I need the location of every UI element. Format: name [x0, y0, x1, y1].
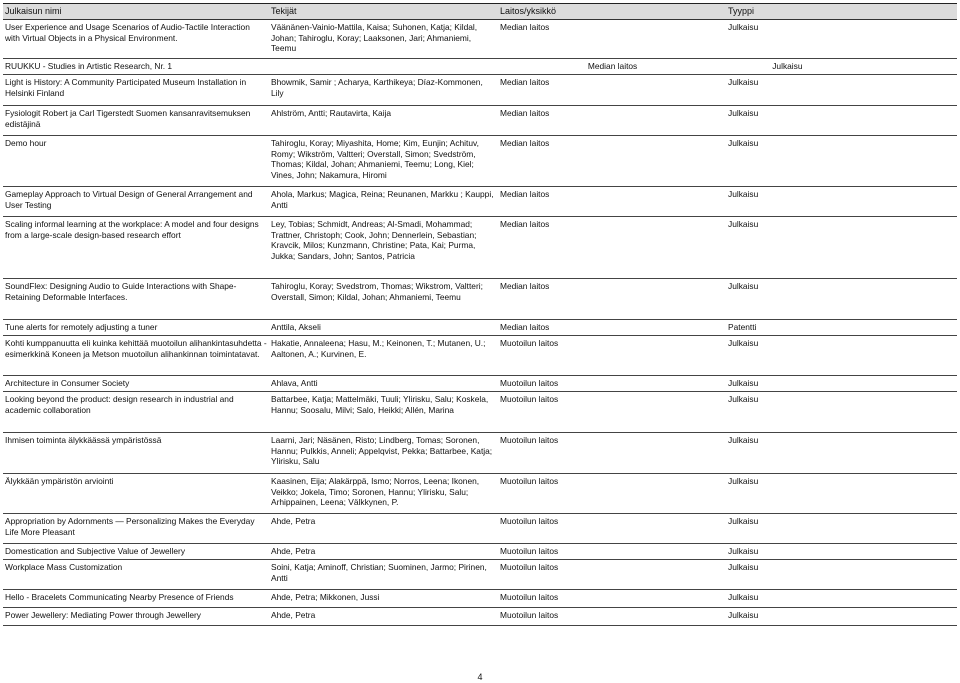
cell-unit: Median laitos — [500, 77, 550, 87]
cell-type: Julkaisu — [728, 562, 759, 572]
cell-authors: Hakatie, Annaleena; Hasu, M.; Keinonen, T.; Mutanen, U.; Aaltonen, A.; Kurvinen, E. — [271, 338, 486, 359]
cell-authors: Battarbee, Katja; Mattelmäki, Tuuli; Ylirisku, Salu; Koskela, Hannu; Soosalu, Milvi; Salo, Heikki; Allén, Marina — [271, 394, 489, 415]
cell-authors: Ahde, Petra — [271, 546, 316, 556]
cell-type: Julkaisu — [728, 516, 759, 526]
cell-unit: Median laitos — [500, 138, 550, 148]
cell-authors: Väänänen-Vainio-Mattila, Kaisa; Suhonen, Katja; Kildal, Johan; Tahiroglu, Koray; Laaksonen, Jari; Ahmaniemi, Teemu — [271, 22, 478, 54]
cell-type: Julkaisu — [728, 610, 759, 620]
cell-unit: Muotoilun laitos — [500, 610, 559, 620]
cell-type: Julkaisu — [728, 338, 759, 348]
cell-title: Tune alerts for remotely adjusting a tuner — [5, 322, 158, 332]
cell-unit: Muotoilun laitos — [500, 546, 559, 556]
cell-authors: Kaasinen, Eija; Alakärppä, Ismo; Norros, Leena; Ikonen, Veikko; Jokela, Timo; Soronen, Hannu; Ylirisku, Salu; Arhippainen, Leena; Välkkynen, P. — [271, 476, 480, 508]
cell-title: User Experience and Usage Scenarios of Audio-Tactile Interaction with Virtual Objects in a Physical Environment. — [5, 22, 250, 43]
table-row — [3, 136, 957, 187]
cell-authors: Bhowmik, Samir ; Acharya, Karthikeya; Díaz-Kommonen, Lily — [271, 77, 483, 98]
cell-title: Älykkään ympäristön arviointi — [5, 476, 114, 486]
cell-authors: Ley, Tobias; Schmidt, Andreas; Al-Smadi, Mohammad; Trattner, Christoph; Cook, John; Dennerlein, Sebastian; Kravcik, Milos; Kunzmann, Christine; Pata, Kai; Purma, Jukka; Sandars, John; Santos, Patricia — [271, 219, 477, 261]
cell-authors: Ahde, Petra — [271, 516, 316, 526]
header-name: Julkaisun nimi — [5, 6, 62, 16]
cell-unit: Muotoilun laitos — [500, 592, 559, 602]
table-row — [3, 187, 957, 217]
cell-title: Power Jewellery: Mediating Power through Jewellery — [5, 610, 201, 620]
cell-unit: Muotoilun laitos — [500, 338, 559, 348]
table-row — [3, 474, 957, 514]
table-row — [3, 20, 957, 59]
table-header — [3, 4, 957, 20]
cell-type: Julkaisu — [728, 219, 759, 229]
cell-unit: Muotoilun laitos — [500, 516, 559, 526]
table-body — [3, 20, 957, 626]
table-row — [3, 392, 957, 433]
cell-title: Kohti kumppanuutta eli kuinka kehittää muotoilun alihankintasuhdetta - esimerkkinä Koneen ja Metson muotoilun alihankinnan toimintatavat. — [5, 338, 267, 359]
cell-title: Scaling informal learning at the workplace: A model and four designs from a large-scale design-based research effort — [5, 219, 259, 240]
cell-authors: Ahola, Markus; Magica, Reina; Reunanen, Markku ; Kauppi, Antti — [271, 189, 494, 210]
cell-type: Julkaisu — [728, 77, 759, 87]
cell-type: Julkaisu — [728, 138, 759, 148]
cell-authors: Anttila, Akseli — [271, 322, 321, 332]
cell-type: Julkaisu — [728, 394, 759, 404]
cell-title: Fysiologit Robert ja Carl Tigerstedt Suomen kansanravitsemuksen edistäjinä — [5, 108, 251, 129]
cell-type: Julkaisu — [728, 435, 759, 445]
header-authors: Tekijät — [271, 6, 297, 16]
cell-unit: Median laitos — [500, 281, 550, 291]
cell-type: Julkaisu — [728, 22, 759, 32]
cell-type: Julkaisu — [728, 189, 759, 199]
cell-type: Julkaisu — [728, 108, 759, 118]
cell-type: Julkaisu — [772, 61, 803, 71]
cell-type: Julkaisu — [728, 476, 759, 486]
cell-unit: Median laitos — [587, 61, 638, 71]
cell-title: Demo hour — [5, 138, 47, 148]
header-type: Tyyppi — [728, 6, 755, 16]
cell-unit: Muotoilun laitos — [500, 562, 559, 572]
table-row — [3, 433, 957, 474]
publications-table — [3, 3, 957, 626]
cell-unit: Median laitos — [500, 108, 550, 118]
cell-type: Julkaisu — [728, 592, 759, 602]
cell-title: Gameplay Approach to Virtual Design of General Arrangement and User Testing — [5, 189, 253, 210]
cell-unit: Median laitos — [500, 219, 550, 229]
page-number: 4 — [477, 672, 483, 682]
cell-authors: Ahlström, Antti; Rautavirta, Kaija — [271, 108, 392, 118]
cell-title: Hello - Bracelets Communicating Nearby Presence of Friends — [5, 592, 234, 602]
cell-unit: Median laitos — [500, 189, 550, 199]
table-row — [3, 544, 957, 560]
cell-authors: Tahiroglu, Koray; Svedstrom, Thomas; Wikstrom, Valtteri; Overstall, Simon; Kildal, Johan; Ahmaniemi, Teemu — [271, 281, 483, 302]
cell-type: Julkaisu — [728, 378, 759, 388]
header-unit: Laitos/yksikkö — [500, 6, 557, 16]
cell-authors: Laarni, Jari; Näsänen, Risto; Lindberg, Tomas; Soronen, Hannu; Pulkkis, Anneli; Appelqvist, Pekka; Battarbee, Katja; Ylirisku, Salu — [271, 435, 493, 467]
cell-title: Architecture in Consumer Society — [5, 378, 130, 388]
cell-unit: Muotoilun laitos — [500, 435, 559, 445]
cell-title: Workplace Mass Customization — [5, 562, 123, 572]
cell-unit: Muotoilun laitos — [500, 378, 559, 388]
cell-title: Ihmisen toiminta älykkäässä ympäristössä — [5, 435, 162, 445]
table-row — [3, 279, 957, 320]
cell-title: RUUKKU - Studies in Artistic Research, Nr. 1 — [5, 61, 173, 71]
cell-type: Julkaisu — [728, 281, 759, 291]
cell-title: Appropriation by Adornments — Personalizing Makes the Everyday Life More Pleasant — [5, 516, 255, 537]
cell-title: Looking beyond the product: design research in industrial and academic collaboration — [5, 394, 234, 415]
table-row — [3, 59, 957, 75]
cell-title: Domestication and Subjective Value of Jewellery — [5, 546, 186, 556]
cell-authors: Ahlava, Antti — [271, 378, 318, 388]
cell-authors: Tahiroglu, Koray; Miyashita, Home; Kim, Eunjin; Achituv, Romy; Wikström, Valtteri; Overstall, Simon; Svedström, Thomas; Kildal, Johan; Ahmaniemi, Teemu; Long, Kiel; Vines, John; Nakamura, Hiromi — [271, 138, 479, 180]
table-row — [3, 608, 957, 626]
table-row — [3, 75, 957, 106]
table-row — [3, 560, 957, 590]
cell-title: Light is History: A Community Participated Museum Installation in Helsinki Finland — [5, 77, 247, 98]
cell-unit: Median laitos — [500, 22, 550, 32]
table-row — [3, 106, 957, 136]
cell-unit: Median laitos — [500, 322, 550, 332]
table-row — [3, 590, 957, 608]
table-row — [3, 320, 957, 336]
cell-unit: Muotoilun laitos — [500, 394, 559, 404]
cell-authors: Ahde, Petra — [271, 610, 316, 620]
cell-authors: Ahde, Petra; Mikkonen, Jussi — [271, 592, 380, 602]
cell-unit: Muotoilun laitos — [500, 476, 559, 486]
cell-type: Patentti — [728, 322, 757, 332]
table-row — [3, 217, 957, 279]
cell-title: SoundFlex: Designing Audio to Guide Interactions with Shape-Retaining Deformable Interfaces. — [5, 281, 237, 302]
cell-authors: Soini, Katja; Aminoff, Christian; Suominen, Jarmo; Pirinen, Antti — [271, 562, 487, 583]
table-row — [3, 514, 957, 544]
table-row — [3, 336, 957, 376]
cell-type: Julkaisu — [728, 546, 759, 556]
table-row — [3, 376, 957, 392]
